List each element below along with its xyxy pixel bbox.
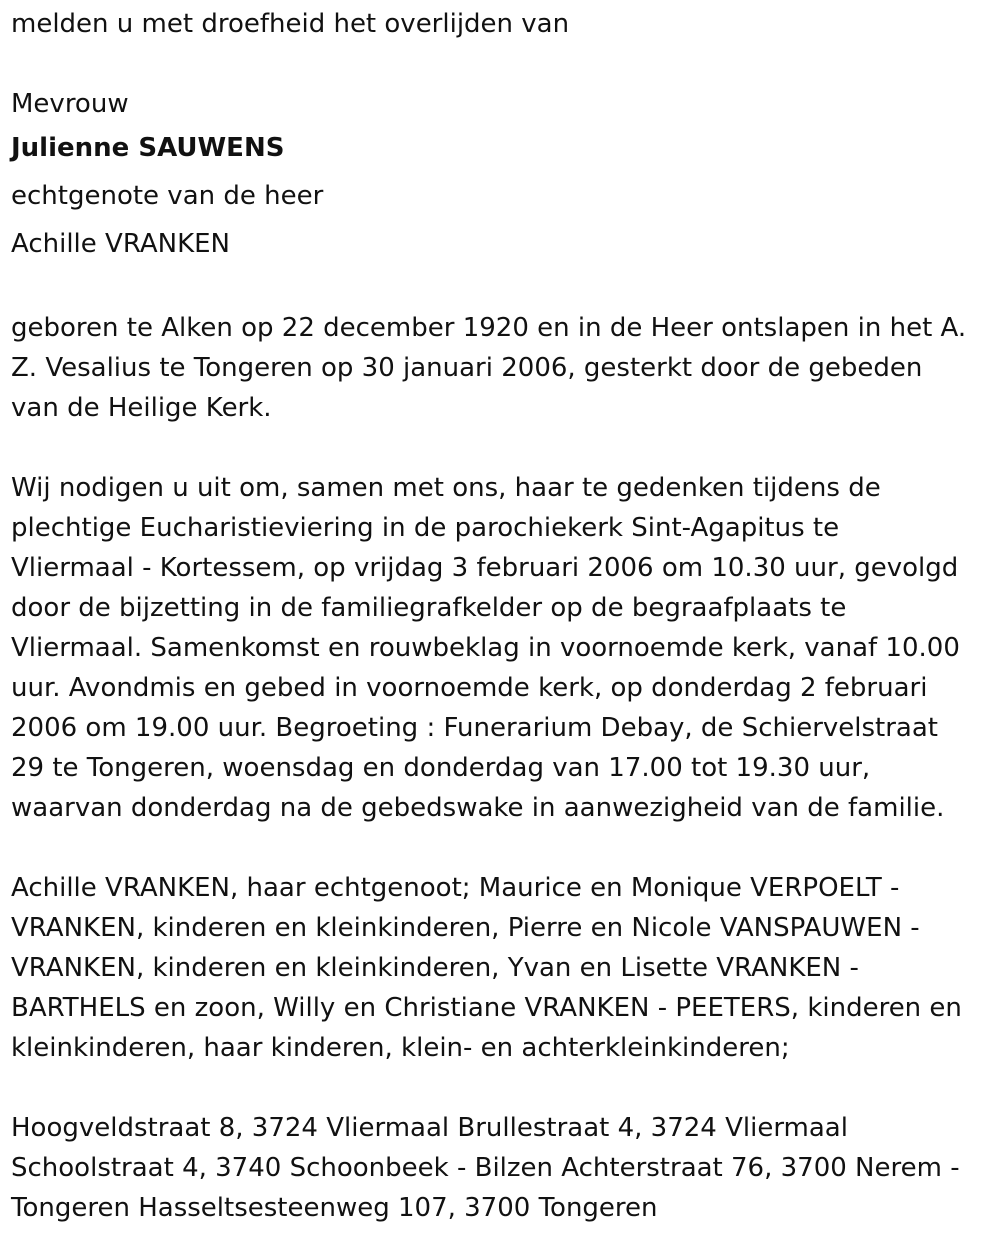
paragraph-line: VRANKEN, kinderen en kleinkinderen, Yvan en Lisette VRANKEN - [11, 953, 859, 983]
birth-death-paragraph [11, 308, 986, 428]
paragraph-line: uur. Avondmis en gebed in voornoemde kerk, op donderdag 2 februari [11, 673, 928, 703]
paragraph-line: BARTHELS en zoon, Willy en Christiane VRANKEN - PEETERS, kinderen en [11, 993, 962, 1023]
paragraph-line: Achille VRANKEN, haar echtgenoot; Maurice en Monique VERPOELT - [11, 873, 900, 903]
intro-text: melden u met droefheid het overlijden van [11, 9, 570, 39]
spacer [11, 268, 986, 308]
spacer [11, 428, 986, 468]
paragraph-line: van de Heilige Kerk. [11, 393, 272, 423]
invitation-paragraph [11, 468, 986, 828]
paragraph-line: kleinkinderen, haar kinderen, klein- en achterkleinkinderen; [11, 1033, 790, 1063]
paragraph-line: VRANKEN, kinderen en kleinkinderen, Pierre en Nicole VANSPAUWEN - [11, 913, 920, 943]
addresses-paragraph [11, 1108, 986, 1228]
paragraph-line: 29 te Tongeren, woensdag en donderdag van 17.00 tot 19.30 uur, [11, 753, 871, 783]
paragraph-line: door de bijzetting in de familiegrafkelder op de begraafplaats te [11, 593, 847, 623]
spacer [11, 44, 986, 84]
spacer [11, 1068, 986, 1108]
relation-text: echtgenote van de heer [11, 181, 324, 211]
paragraph-line: geboren te Alken op 22 december 1920 en in de Heer ontslapen in het A. [11, 313, 967, 343]
paragraph-line: Tongeren Hasseltsesteenweg 107, 3700 Tongeren [11, 1193, 658, 1223]
spouse-name: Achille VRANKEN [11, 229, 230, 259]
salutation: Mevrouw [11, 89, 129, 119]
family-paragraph [11, 868, 986, 1068]
paragraph-line: Hoogveldstraat 8, 3724 Vliermaal Brullestraat 4, 3724 Vliermaal [11, 1113, 848, 1143]
paragraph-line: waarvan donderdag na de gebedswake in aanwezigheid van de familie. [11, 793, 945, 823]
paragraph-line: 2006 om 19.00 uur. Begroeting : Funerarium Debay, de Schiervelstraat [11, 713, 938, 743]
paragraph-line: Z. Vesalius te Tongeren op 30 januari 2006, gesterkt door de gebeden [11, 353, 923, 383]
obituary-document [11, 4, 986, 1228]
deceased-name: Julienne SAUWENS [11, 133, 285, 163]
paragraph-line: Vliermaal - Kortessem, op vrijdag 3 februari 2006 om 10.30 uur, gevolgd [11, 553, 959, 583]
paragraph-line: Schoolstraat 4, 3740 Schoonbeek - Bilzen Achterstraat 76, 3700 Nerem - [11, 1153, 960, 1183]
paragraph-line: plechtige Eucharistieviering in de parochiekerk Sint-Agapitus te [11, 513, 840, 543]
paragraph-line: Wij nodigen u uit om, samen met ons, haar te gedenken tijdens de [11, 473, 881, 503]
paragraph-line: Vliermaal. Samenkomst en rouwbeklag in voornoemde kerk, vanaf 10.00 [11, 633, 960, 663]
spacer [11, 828, 986, 868]
